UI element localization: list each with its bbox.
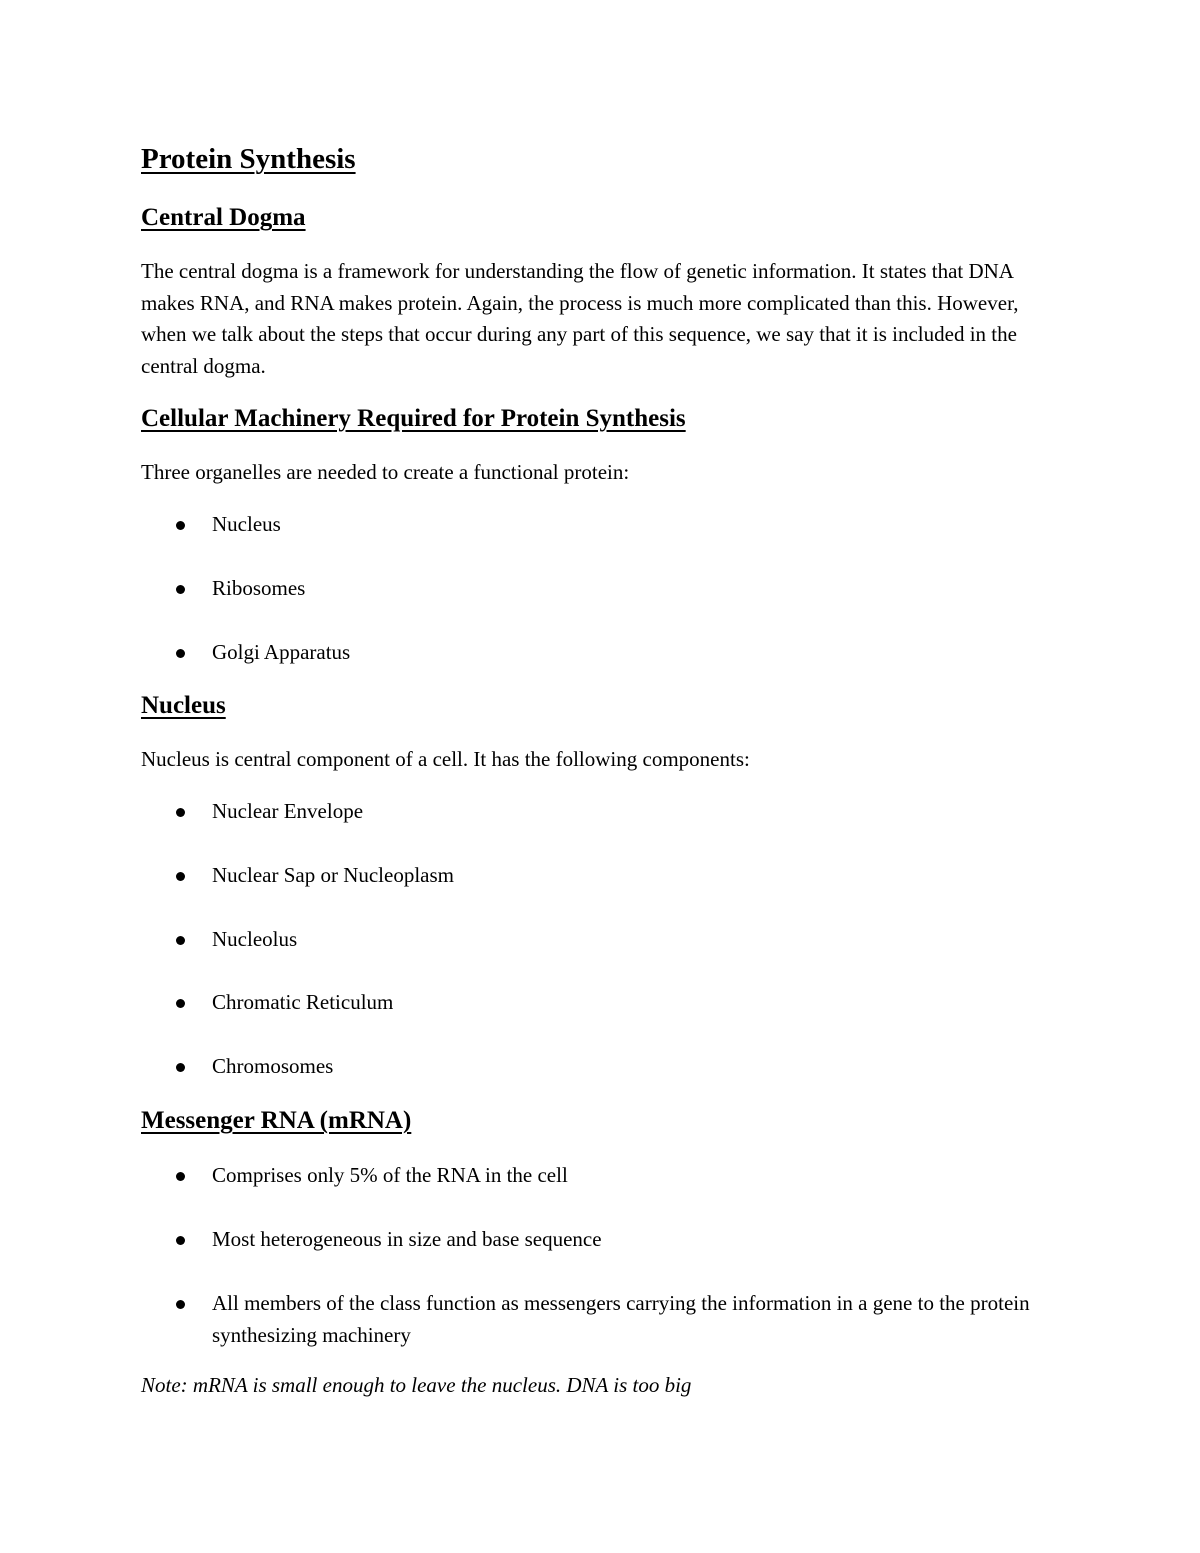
list-item-text: Nuclear Envelope — [212, 799, 364, 823]
bullet-icon — [176, 1300, 185, 1309]
bullet-icon — [176, 999, 185, 1008]
bullet-icon — [176, 1063, 185, 1072]
bullet-icon — [176, 1172, 185, 1181]
bullet-icon — [176, 649, 185, 658]
list-item-text: Most heterogeneous in size and base sequence — [212, 1227, 602, 1251]
heading-messenger-rna: Messenger RNA (mRNA) — [141, 1107, 412, 1134]
list-item-text: Nuclear Sap or Nucleoplasm — [212, 863, 455, 887]
list-item — [141, 637, 350, 669]
list-item-text: Ribosomes — [212, 576, 306, 600]
list-item — [141, 860, 454, 892]
heading-cellular-machinery: Cellular Machinery Required for Protein Synthesis — [141, 405, 686, 432]
list-item — [141, 1224, 1061, 1256]
paragraph-machinery-intro: Three organelles are needed to create a functional protein: — [141, 460, 630, 484]
list-item — [141, 509, 281, 541]
list-item-text: Comprises only 5% of the RNA in the cell — [212, 1163, 568, 1187]
bullet-icon — [176, 1236, 185, 1245]
list-item-text: Chromatic Reticulum — [212, 990, 394, 1014]
paragraph-nucleus-intro: Nucleus is central component of a cell. It has the following components: — [141, 747, 750, 771]
heading-central-dogma: Central Dogma — [141, 204, 306, 231]
heading-nucleus: Nucleus — [141, 692, 226, 719]
list-item-text: Chromosomes — [212, 1054, 334, 1078]
bullet-icon — [176, 808, 185, 817]
bullet-icon — [176, 585, 185, 594]
note-mrna: Note: mRNA is small enough to leave the nucleus. DNA is too big — [141, 1373, 692, 1397]
bullet-icon — [176, 521, 185, 530]
list-item — [141, 1288, 1061, 1351]
list-item — [141, 924, 297, 956]
document-title: Protein Synthesis — [141, 143, 356, 175]
list-item-text: All members of the class function as messengers carrying the information in a gene to the protein synthesizing machinery — [212, 1291, 1030, 1347]
list-item-text: Nucleus — [212, 512, 281, 536]
list-item-text: Golgi Apparatus — [212, 640, 351, 664]
list-item — [141, 573, 305, 605]
list-item — [141, 796, 363, 828]
list-item — [141, 1051, 333, 1083]
paragraph-central-dogma: The central dogma is a framework for understanding the flow of genetic information. It states that DNA makes RNA, and RNA makes protein. Again, the process is much more complicated than this. However, when we talk about the steps that occur during any part of this sequence, we say that it is included in the central dogma. — [141, 259, 1019, 378]
bullet-icon — [176, 872, 185, 881]
list-item — [141, 1160, 1061, 1192]
list-item — [141, 987, 393, 1019]
bullet-icon — [176, 936, 185, 945]
list-item-text: Nucleolus — [212, 927, 298, 951]
